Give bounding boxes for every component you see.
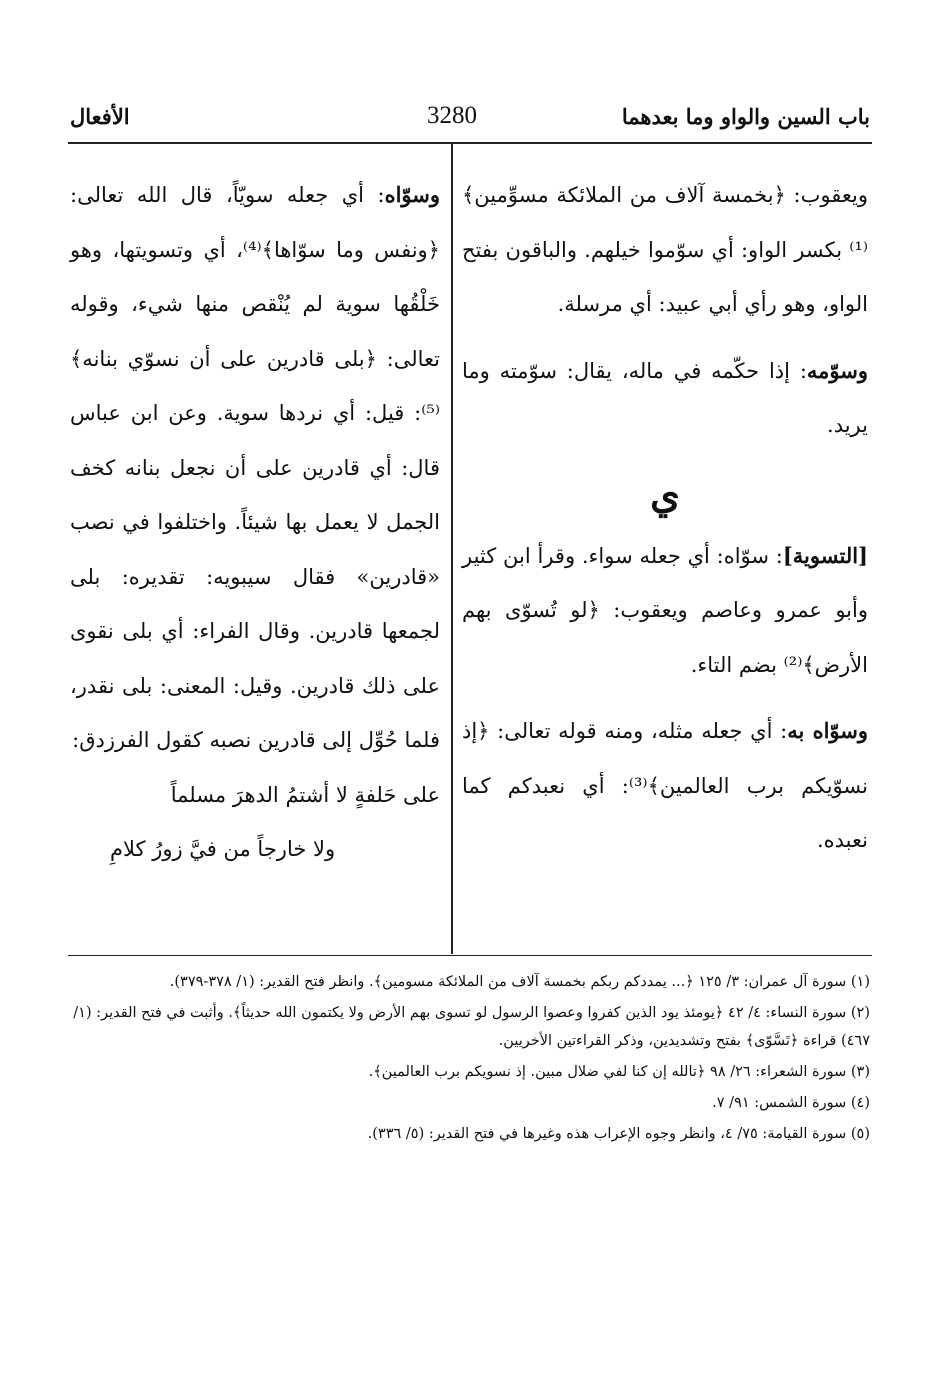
footnotes <box>70 968 870 1151</box>
paragraph-text: : إذا حكّمه في ماله، يقال: سوّمته وما يريد. <box>462 358 868 437</box>
poetry-verse-1: على حَلفةٍ لا أشتمُ الدهرَ مسلماً <box>170 782 440 807</box>
paragraph-text: : أي جعله سويّاً، قال الله تعالى: ﴿ونفس وما سوّاها﴾⁽⁴⁾، أي وتسويتها، وهو خَلْقُها سوية لم يُنْقص منها شيء، وقوله تعالى: ﴿بلى قادرين على أن نسوّي بنانه﴾⁽⁵⁾: قيل: أي نردها سوية. وعن ابن عباس قال: أي قادرين على أن نجعل بنانه كخف الجمل لا يعمل بها شيئاً. واختلفوا في نصب «قادرين» فقال سيبويه: تقديره: بلى لجمعها قادرين. وقال الفراء: أي بلى نقوى على ذلك قادرين. وقيل: المعنى: بلى نقدر، فلما حُوِّل إلى قادرين نصبه كقول الفرزدق: <box>70 183 440 752</box>
headword: وسوّاه به <box>787 718 869 743</box>
page-header <box>70 104 870 144</box>
chapter-title: باب السين والواو وما بعدهما <box>621 104 870 129</box>
paragraph-text: : سوّاه: أي جعله سواء. وقرأ ابن كثير وأبو عمرو وعاصم ويعقوب: ﴿لو تُسوّى بهم الأرض﴾⁽²⁾ بضم التاء. <box>462 543 868 677</box>
left-column <box>70 168 440 877</box>
footnote: (٤) سورة الشمس: ٩١/ ٧. <box>712 1095 870 1111</box>
right-column <box>462 168 868 868</box>
footnote: (٢) سورة النساء: ٤/ ٤٢ ﴿يومئذ يود الذين كفروا وعصوا الرسول لو تسوى بهم الأرض ولا يكتمون الله حديثاً﴾. وأثبت في فتح القدير: (١/ ٤٦٧) قراءة ﴿تَسَّوّى﴾ بفتح وتشديدين، وذكر القراءتين الأخريين. <box>73 1005 870 1049</box>
footnote: (٣) سورة الشعراء: ٢٦/ ٩٨ ﴿تالله إن كنا لفي ضلال مبين. إذ نسويكم برب العالمين﴾. <box>368 1064 870 1080</box>
footnote: (١) سورة آل عمران: ٣/ ١٢٥ ﴿... يمددكم ربكم بخمسة آلاف من الملائكة مسومين﴾. وانظر فتح القدير: (١/ ٣٧٨-٣٧٩). <box>169 974 870 990</box>
paragraph <box>462 704 868 868</box>
header-rule <box>68 142 872 144</box>
column-divider <box>451 142 453 954</box>
section-title: الأفعال <box>70 104 130 129</box>
headword: وسوّمه <box>806 357 868 383</box>
footnote: (٥) سورة القيامة: ٧٥/ ٤، وانظر وجوه الإعراب هذه وغيرها في فتح القدير: (٥/ ٣٣٦). <box>367 1126 870 1142</box>
headword: [التسوية] <box>782 542 868 568</box>
section-letter: ي <box>650 471 680 517</box>
paragraph <box>70 168 440 768</box>
paragraph-text: : أي جعله مثله، ومنه قوله تعالى: ﴿إذ نسوّيكم برب العالمين﴾⁽³⁾: أي نعبدكم كما نعبده. <box>462 719 868 852</box>
footnote-rule <box>68 955 872 956</box>
paragraph <box>462 344 868 453</box>
paragraph: ويعقوب: ﴿بخمسة آلاف من الملائكة مسوِّمين﴾⁽¹⁾ بكسر الواو: أي سوّموا خيلهم. والباقون بفتح الواو، وهو رأي أبي عبيد: أي مرسلة. <box>462 183 868 316</box>
page-number: 3280 <box>427 102 477 129</box>
paragraph <box>462 529 868 693</box>
headword: وسوّاه <box>384 182 440 207</box>
poetry-verse-2: ولا خارجاً من فيَّ زورُ كلامِ <box>110 837 336 861</box>
